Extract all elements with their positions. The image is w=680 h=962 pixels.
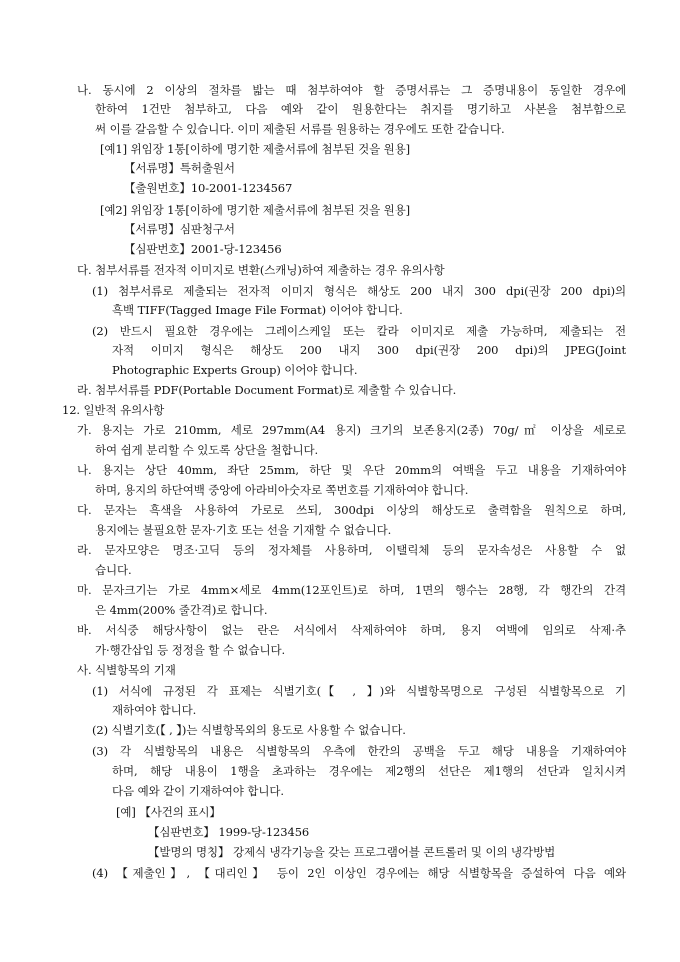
text-line-content: (2) 식별기호(【 , 】)는 식별항목외의 용도로 사용할 수 없습니다.	[92, 723, 406, 737]
text-line-content: 써 이를 갈음할 수 있습니다. 이미 제출된 서류를 원용하는 경우에도 또한 같습니다.	[95, 122, 505, 136]
text-line	[77, 583, 626, 597]
text-line	[148, 825, 309, 839]
text-line-content: 하여 쉽게 분리할 수 있도록 상단을 철합니다.	[95, 443, 319, 457]
text-line-content: (2) 반드시 필요한 경우에는 그레이스케일 또는 칼라 이미지로 제출 가능하며, 제출되는 전	[92, 324, 626, 338]
text-line-content: 은 4mm(200% 줄간격)로 합니다.	[95, 603, 268, 617]
text-line-content: 마. 문자크기는 가로 4mm×세로 4mm(12포인트)로 하며, 1면의 행수는 28행, 각 행간의 간격	[77, 583, 626, 597]
text-line	[124, 242, 282, 256]
text-line	[92, 684, 626, 698]
text-line	[95, 443, 318, 457]
text-line	[112, 343, 626, 357]
text-line	[62, 403, 164, 417]
text-line	[77, 263, 444, 277]
text-line	[77, 663, 176, 677]
text-line	[77, 83, 626, 97]
text-line-content: 자적 이미지 형식은 해상도 200 내지 300 dpi(권장 200 dpi)의 JPEG(Joint	[112, 343, 626, 357]
text-line	[112, 703, 196, 717]
text-line	[95, 643, 285, 657]
text-line	[124, 222, 235, 236]
text-line	[92, 723, 406, 737]
text-line	[100, 142, 410, 156]
text-line	[95, 122, 505, 136]
text-line-content: Photographic Experts Group) 이어야 합니다.	[112, 363, 358, 377]
text-line	[148, 845, 555, 859]
text-line	[77, 423, 626, 437]
text-line-content: (1) 첨부서류로 제출되는 전자적 이미지 형식은 해상도 200 내지 300 dpi(권장 200 dpi)의	[92, 284, 626, 298]
text-line-content: 다. 문자는 흑색을 사용하여 가로로 쓰되, 300dpi 이상의 해상도로 출력함을 원칙으로 하며,	[77, 503, 626, 517]
text-line-content: 하며, 해당 내용이 1행을 초과하는 경우에는 제2행의 선단은 제1행의 선단과 일치시켜	[112, 764, 626, 778]
text-line	[95, 523, 391, 537]
text-line	[95, 483, 468, 497]
text-line	[112, 764, 626, 778]
text-line-content: 다음 예와 같이 기재하여야 합니다.	[112, 784, 284, 798]
text-line	[112, 363, 357, 377]
text-line	[77, 463, 626, 477]
text-line-content: 【서류명】특허출원서	[124, 161, 235, 175]
text-line	[77, 623, 626, 637]
text-line	[124, 181, 292, 195]
text-line	[92, 866, 626, 880]
text-line-content: 가. 용지는 가로 210mm, 세로 297mm(A4 용지) 크기의 보존용지(2종) 70g/㎡ 이상을 세로로	[77, 423, 626, 437]
text-line-content: 가·행간삽입 등 정정을 할 수 없습니다.	[95, 643, 286, 657]
text-line-content: 나. 용지는 상단 40mm, 좌단 25mm, 하단 및 우단 20mm의 여백을 두고 내용을 기재하여야	[77, 463, 626, 477]
text-line-content: 나. 동시에 2 이상의 절차를 밟는 때 첨부하여야 할 증명서류는 그 증명내용이 동일한 경우에	[77, 83, 626, 97]
text-line-content: 바. 서식중 해당사항이 없는 란은 서식에서 삭제하여야 하며, 용지 여백에 임의로 삭제·추	[77, 623, 626, 637]
text-line-content: (1) 서식에 규정된 각 표제는 식별기호(【 , 】)와 식별항목명으로 구성된 식별항목으로 기	[92, 684, 626, 698]
text-line-content: [예2] 위임장 1통[이하에 명기한 제출서류에 첨부된 것을 원용]	[100, 203, 411, 217]
text-line	[95, 603, 267, 617]
text-line-content: 사. 식별항목의 기재	[77, 663, 176, 677]
text-line-content: 습니다.	[95, 563, 132, 577]
text-line-content: 라. 문자모양은 명조·고딕 등의 정자체를 사용하며, 이탤릭체 등의 문자속성은 사용할 수 없	[77, 543, 626, 557]
text-line-content: [예1] 위임장 1통[이하에 명기한 제출서류에 첨부된 것을 원용]	[100, 142, 411, 156]
text-line	[112, 784, 284, 798]
text-line	[92, 284, 626, 298]
text-line	[77, 503, 626, 517]
text-line	[92, 744, 626, 758]
text-line-content: (4) 【제출인】, 【대리인】 등이 2인 이상인 경우에는 해당 식별항목을 증설하여 다음 예와	[92, 866, 626, 880]
text-line	[116, 805, 221, 819]
text-line-content: 12. 일반적 유의사항	[62, 403, 165, 417]
text-line-content: 한하여 1건만 첨부하고, 다음 예와 같이 원용한다는 취지를 명기하고 사본을 첨부함으로	[95, 102, 626, 116]
text-line	[95, 563, 132, 577]
text-line-content: 다. 첨부서류를 전자적 이미지로 변환(스캐닝)하여 제출하는 경우 유의사항	[77, 263, 445, 277]
text-line	[77, 543, 626, 557]
text-line	[95, 102, 626, 116]
text-line	[124, 161, 235, 175]
text-line-content: 흑백 TIFF(Tagged Image File Format) 이어야 합니다.	[112, 303, 403, 317]
text-line-content: 【심판번호】2001-당-123456	[124, 242, 282, 256]
text-line	[100, 203, 410, 217]
text-line-content: 용지에는 불필요한 문자·기호 또는 선을 기재할 수 없습니다.	[95, 523, 392, 537]
text-line-content: 【출원번호】10-2001-1234567	[124, 181, 293, 195]
text-line-content: 라. 첨부서류를 PDF(Portable Document Format)로 제출할 수 있습니다.	[77, 383, 457, 397]
text-line-content: 【발명의 명칭】 강제식 냉각기능을 갖는 프로그램어블 콘트롤러 및 이의 냉각방법	[148, 845, 556, 859]
text-line	[77, 383, 456, 397]
text-line	[92, 324, 626, 338]
text-line-content: (3) 각 식별항목의 내용은 식별항목의 우측에 한칸의 공백을 두고 해당 내용을 기재하여야	[92, 744, 626, 758]
text-line-content: 【심판번호】 1999-당-123456	[148, 825, 310, 839]
text-line-content: 재하여야 합니다.	[112, 703, 197, 717]
text-line	[112, 303, 403, 317]
text-line-content: [예] 【사건의 표시】	[116, 805, 221, 819]
text-line-content: 하며, 용지의 하단여백 중앙에 아라비아숫자로 쪽번호를 기재하여야 합니다.	[95, 483, 469, 497]
text-line-content: 【서류명】심판청구서	[124, 222, 235, 236]
